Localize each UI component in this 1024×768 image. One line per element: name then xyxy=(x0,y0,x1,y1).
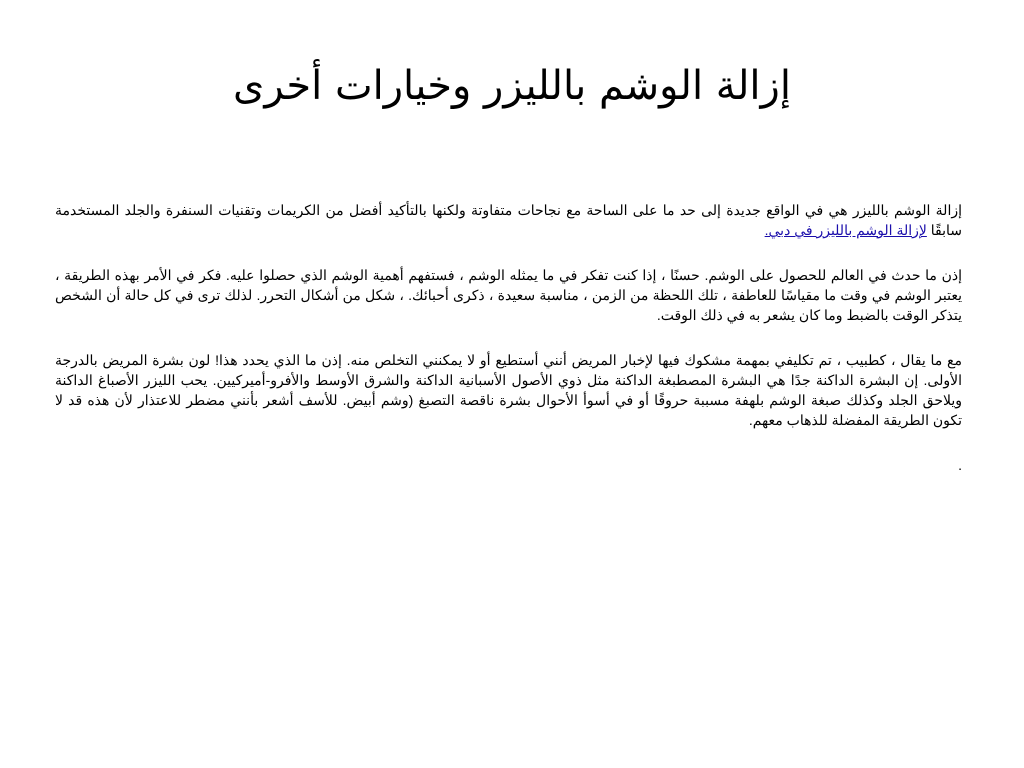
paragraph-period: . xyxy=(958,457,962,473)
paragraph-intro-text: إزالة الوشم بالليزر هي في الواقع جديدة إلى حد ما على الساحة مع نجاحات متفاوتة ولكنها بالتأكيد أفضل من الكريمات وتقنيات السنفرة والجلد المستخدمة سابقًا xyxy=(55,202,962,238)
slide-title: إزالة الوشم بالليزر وخيارات أخرى xyxy=(233,63,791,109)
paragraph-intro xyxy=(55,200,962,240)
slide-body xyxy=(55,200,962,475)
dubai-laser-removal-link[interactable]: لإزالة الوشم بالليزر في دبي. xyxy=(764,222,927,238)
paragraph-tattoo-meaning: إذن ما حدث في العالم للحصول على الوشم. حسنًا ، إذا كنت تفكر في ما يمثله الوشم ، فستفهم أهمية الوشم الذي حصلوا عليه. فكر في الأمر بهذه الطريقة ، يعتبر الوشم في وقت ما مقياسًا للعاطفة ، تلك اللحظة من الزمن ، مناسبة سعيدة ، ذكرى أحبائك. ، شكل من أشكال التحرر. لذلك ترى في كل حالة أن الشخص يتذكر الوقت بالضبط وما كان يشعر به في ذلك الوقت. xyxy=(55,267,962,323)
paragraph-skin-color: مع ما يقال ، كطبيب ، تم تكليفي بمهمة مشكوك فيها لإخبار المريض أنني أستطيع أو لا يمكنني التخلص منه. إذن ما الذي يحدد هذا! لون بشرة المريض بالدرجة الأولى. إن البشرة الداكنة جدًا هي البشرة المصطبغة الداكنة مثل ذوي الأصول الأسبانية الداكنة والشرق الأوسط والأفرو-أميركيين. يحب الليزر الأصباغ الداكنة ويلاحق الجلد وكذلك صبغة الوشم بلهفة مسببة حروقًا أو في أسوأ الأحوال بشرة ناقصة التصبغ (وشم أبيض. للأسف أشعر بأنني مضطر للاعتذار لأن هذه قد لا تكون الطريقة المفضلة للذهاب معهم. xyxy=(55,352,962,428)
